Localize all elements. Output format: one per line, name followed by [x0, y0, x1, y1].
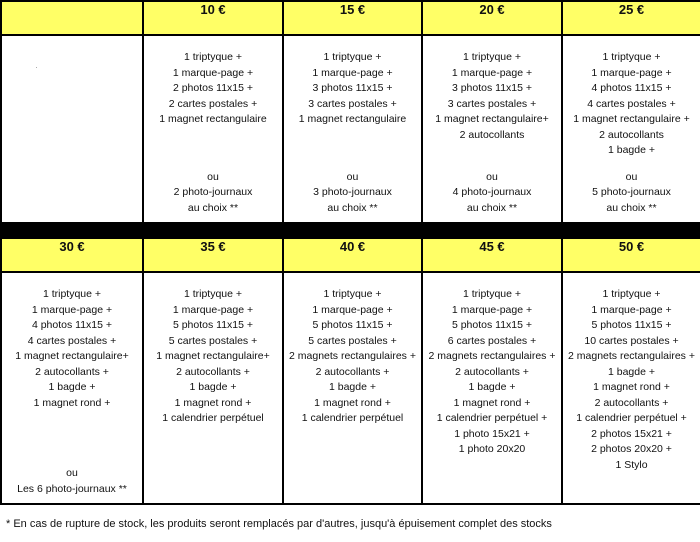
alternative-item: 2 photo-journaux	[173, 186, 253, 198]
alternative-item: 4 photo-journaux	[452, 186, 532, 198]
package-item: 1 magnet rectangulaire	[298, 113, 407, 125]
price-header: 25 €	[562, 1, 700, 35]
item-list	[563, 273, 700, 473]
price-header: 40 €	[283, 238, 422, 272]
price-header: 10 €	[143, 1, 283, 35]
package-item: 1 bagde +	[607, 144, 655, 156]
package-item: 1 marque-page +	[172, 66, 254, 79]
price-header: 15 €	[283, 1, 422, 35]
alternative-item: 5 photo-journaux	[592, 186, 671, 198]
package-item: 1 triptyque +	[602, 51, 661, 63]
price-header: 35 €	[143, 238, 283, 272]
package-item: 4 cartes postales +	[27, 334, 117, 347]
or-label: ou	[625, 170, 638, 183]
package-item: 1 triptyque +	[42, 288, 102, 300]
package-item: 1 marque-page +	[31, 303, 113, 316]
item-list	[2, 36, 142, 50]
price-table-bottom	[0, 237, 700, 505]
alternative-item: 3 photo-journaux	[313, 186, 392, 198]
package-item: 2 autocollants +	[35, 365, 109, 378]
package-item: 2 autocollants	[599, 128, 664, 141]
package-item: 1 magnet rond +	[593, 381, 670, 393]
package-item: 2 autocollants +	[455, 365, 529, 378]
package-item: 2 autocollants	[459, 128, 525, 141]
package-item: 2 autocollants +	[315, 365, 390, 378]
package-item: 1 calendrier perpétuel +	[436, 412, 548, 424]
package-item: 2 autocollants +	[594, 396, 669, 409]
price-header-row	[1, 238, 700, 272]
package-item: 1 calendrier perpétuel +	[576, 412, 687, 424]
alternative-item: au choix **	[187, 201, 239, 214]
package-item: 4 photos 11x15 +	[31, 319, 113, 331]
item-list	[423, 36, 561, 143]
package-item: 1 triptyque +	[323, 288, 382, 300]
contents-row	[1, 35, 700, 223]
package-item: 1 magnet rond +	[174, 396, 252, 409]
price-table-top	[0, 0, 700, 224]
or-label: ou	[207, 170, 219, 183]
package-contents	[562, 35, 700, 223]
package-item: 1 triptyque +	[602, 288, 661, 300]
footnote: * En cas de rupture de stock, les produits seront remplacés par d'autres, jusqu'à épuisement complet des stocks	[6, 518, 552, 530]
package-item: 5 photos 11x15 +	[591, 319, 672, 331]
price-header	[1, 1, 143, 35]
package-item: 1 photo 15x21 +	[454, 427, 530, 440]
or-label: ou	[486, 170, 498, 183]
package-item: 1 Stylo	[615, 458, 648, 471]
alternative-option	[423, 170, 561, 217]
package-item: 1 triptyque +	[462, 51, 522, 63]
package-item: 5 photos 11x15 +	[312, 319, 393, 331]
package-item: 1 triptyque +	[462, 288, 522, 300]
package-item: 1 magnet rond +	[33, 396, 111, 409]
package-item: 1 marque-page +	[591, 66, 672, 79]
package-item: 1 calendrier perpétuel	[301, 412, 404, 424]
package-item: 1 triptyque +	[323, 51, 382, 63]
or-label: ou	[66, 467, 78, 479]
item-list	[563, 36, 700, 159]
item-list	[2, 273, 142, 411]
package-item: 1 marque-page +	[312, 303, 393, 316]
package-item: 4 cartes postales +	[587, 97, 676, 110]
alternative-option	[2, 466, 142, 497]
package-item: 1 marque-page +	[591, 303, 672, 316]
package-item: 1 bagde +	[328, 381, 376, 393]
row-separator-bar	[0, 222, 700, 238]
package-item: 2 photos 20x20 +	[591, 443, 672, 455]
package-contents	[422, 35, 562, 223]
package-item: 1 marque-page +	[312, 66, 393, 79]
package-item: 1 bagde +	[607, 365, 655, 378]
price-header: 50 €	[562, 238, 700, 272]
package-item: 3 cartes postales +	[447, 97, 537, 110]
package-contents	[1, 272, 143, 504]
price-header: 20 €	[422, 1, 562, 35]
package-item: 1 bagde +	[468, 381, 516, 393]
item-list	[423, 273, 561, 458]
package-item: 1 magnet rond +	[453, 396, 531, 409]
alternative-item: au choix **	[466, 201, 518, 214]
package-item: 1 photo 20x20	[458, 443, 526, 455]
package-item: 5 photos 11x15 +	[172, 319, 254, 331]
package-item: 3 photos 11x15 +	[451, 82, 533, 94]
package-contents	[422, 272, 562, 504]
package-item: 2 photos 11x15 +	[172, 82, 254, 94]
package-contents	[143, 272, 283, 504]
package-item: 4 photos 11x15 +	[591, 82, 672, 94]
alternative-option	[144, 170, 282, 217]
package-item: 2 autocollants +	[176, 365, 250, 378]
alternative-option	[284, 170, 421, 217]
package-item: 1 marque-page +	[451, 66, 533, 79]
item-list	[284, 36, 421, 128]
package-item: 10 cartes postales +	[584, 334, 679, 347]
package-item: 1 magnet rectangulaire+	[156, 350, 270, 362]
package-item: 5 cartes postales +	[168, 334, 258, 347]
package-item: 1 calendrier perpétuel	[162, 412, 264, 424]
alternative-item: au choix **	[606, 201, 657, 214]
package-item: 3 photos 11x15 +	[312, 82, 393, 94]
package-item: 1 magnet rond +	[314, 396, 391, 409]
package-item: 1 marque-page +	[172, 303, 254, 316]
package-item: 1 bagde +	[48, 381, 96, 393]
package-contents	[283, 272, 422, 504]
package-item: 1 magnet rectangulaire+	[15, 350, 129, 362]
package-item: 2 magnets rectangulaires +	[428, 350, 556, 362]
package-contents	[562, 272, 700, 504]
contents-row	[1, 272, 700, 504]
price-header: 30 €	[1, 238, 143, 272]
package-contents	[143, 35, 283, 223]
item-list	[144, 273, 282, 427]
price-header-row	[1, 1, 700, 35]
package-item: 1 triptyque +	[183, 51, 243, 63]
package-contents	[283, 35, 422, 223]
item-list	[284, 273, 421, 427]
package-item: 1 magnet rectangulaire +	[573, 113, 690, 125]
package-item: 2 cartes postales +	[168, 97, 258, 110]
package-item: 5 cartes postales +	[308, 334, 397, 347]
price-header: 45 €	[422, 238, 562, 272]
package-item: 6 cartes postales +	[447, 334, 537, 347]
item-list	[144, 36, 282, 128]
alternative-item: au choix **	[327, 201, 378, 214]
package-item: 2 magnets rectangulaires +	[568, 350, 695, 362]
alternative-item: Les 6 photo-journaux **	[17, 482, 127, 495]
alternative-option	[563, 170, 700, 217]
package-item: 5 photos 11x15 +	[451, 319, 533, 331]
package-item: 1 triptyque +	[183, 288, 243, 300]
package-contents	[1, 35, 143, 223]
package-item: 1 magnet rectangulaire+	[435, 113, 549, 125]
package-item: 1 bagde +	[189, 381, 237, 393]
stray-dot	[36, 67, 37, 68]
package-item: 1 magnet rectangulaire	[159, 113, 267, 125]
package-item: 2 magnets rectangulaires +	[289, 350, 416, 362]
package-item: 3 cartes postales +	[308, 97, 397, 110]
package-item: 1 marque-page +	[451, 303, 533, 316]
or-label: ou	[346, 170, 359, 183]
package-item: 2 photos 15x21 +	[591, 427, 672, 440]
